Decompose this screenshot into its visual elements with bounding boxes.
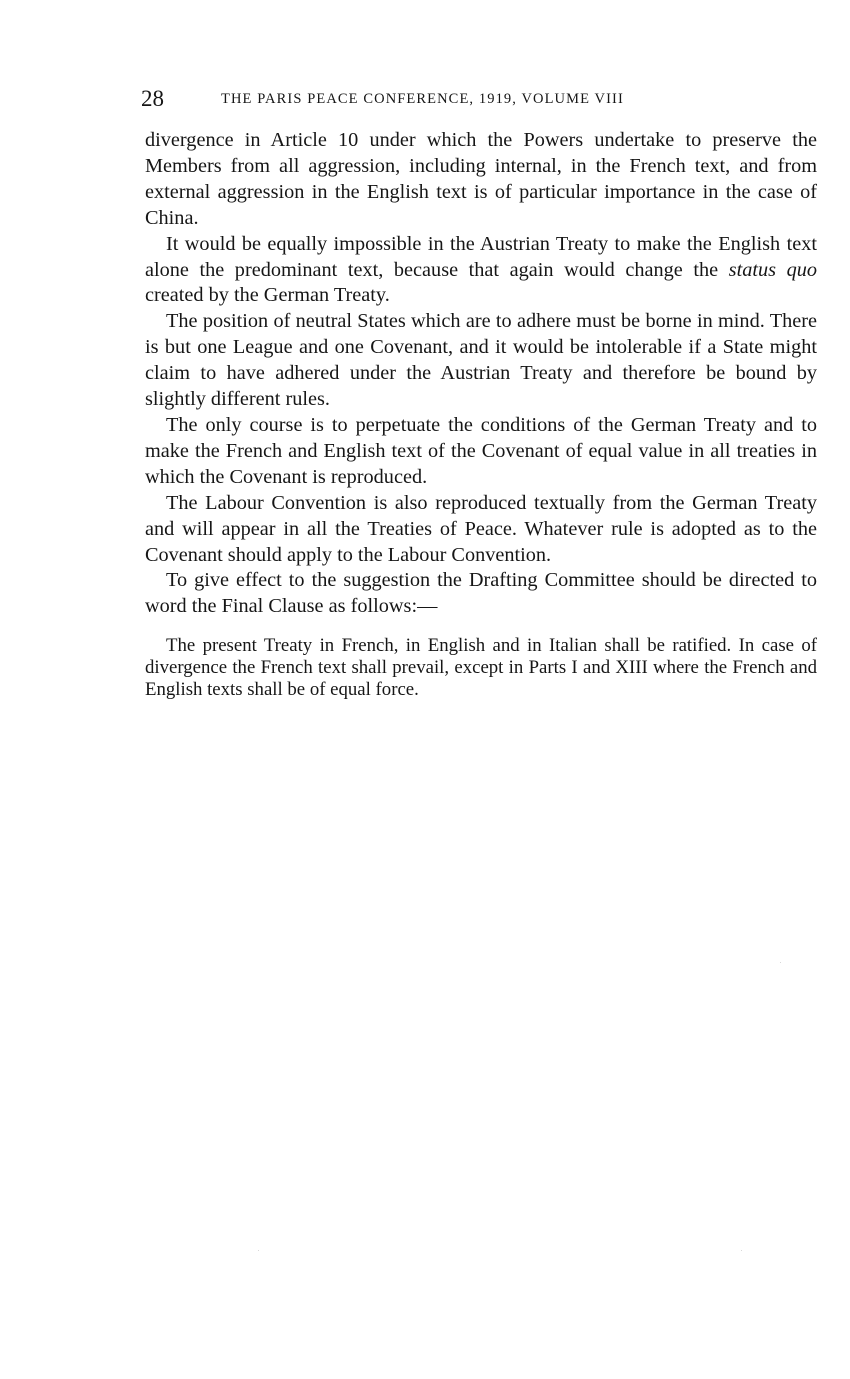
paragraph-final-clause-intro: To give effect to the suggestion the Drafting Committee should be directed to word the Final Clause as follows:— [145, 569, 817, 618]
page-number: 28 [141, 86, 164, 111]
paragraph-only-course: The only course is to perpetuate the conditions of the German Treaty and to make the French and English text of the Covenant of equal value in all treaties in which the Covenant is reproduced. [145, 413, 817, 488]
final-clause-quote: The present Treaty in French, in English and in Italian shall be ratified. In case of divergence the French text shall prevail, except in Parts I and XIII where the French and English texts shall be of equal force. [145, 635, 817, 700]
running-head [141, 86, 817, 114]
body-text [145, 128, 817, 701]
paragraph-text-before: It would be equally impossible in the Austrian Treaty to make the English text alone the predominant text, because that again would change the [145, 232, 817, 281]
status-quo-italic: status quo [728, 258, 817, 281]
page-speck [780, 962, 781, 963]
paragraph-continued: divergence in Article 10 under which the Powers undertake to preserve the Members from all aggression, including internal, in the French text, and from external aggression in the English text is of particular importance in the case of China. [145, 129, 817, 229]
paragraph-labour-convention: The Labour Convention is also reproduced textually from the German Treaty and will appear in all the Treaties of Peace. Whatever rule is adopted as to the Covenant should apply to the Labour Convention. [145, 491, 817, 566]
page-speck [741, 1250, 742, 1251]
paragraph-text-after: created by the German Treaty. [145, 284, 390, 307]
running-head-title: THE PARIS PEACE CONFERENCE, 1919, VOLUME VIII [221, 91, 624, 107]
paragraph-neutral-states: The position of neutral States which are to adhere must be borne in mind. There is but one League and one Covenant, and it would be intolerable if a State might claim to have adhered under the Austrian Treaty and therefore be bound by slightly different rules. [145, 310, 817, 411]
page-speck [258, 1250, 259, 1251]
paragraph-austrian-treaty [145, 232, 817, 310]
